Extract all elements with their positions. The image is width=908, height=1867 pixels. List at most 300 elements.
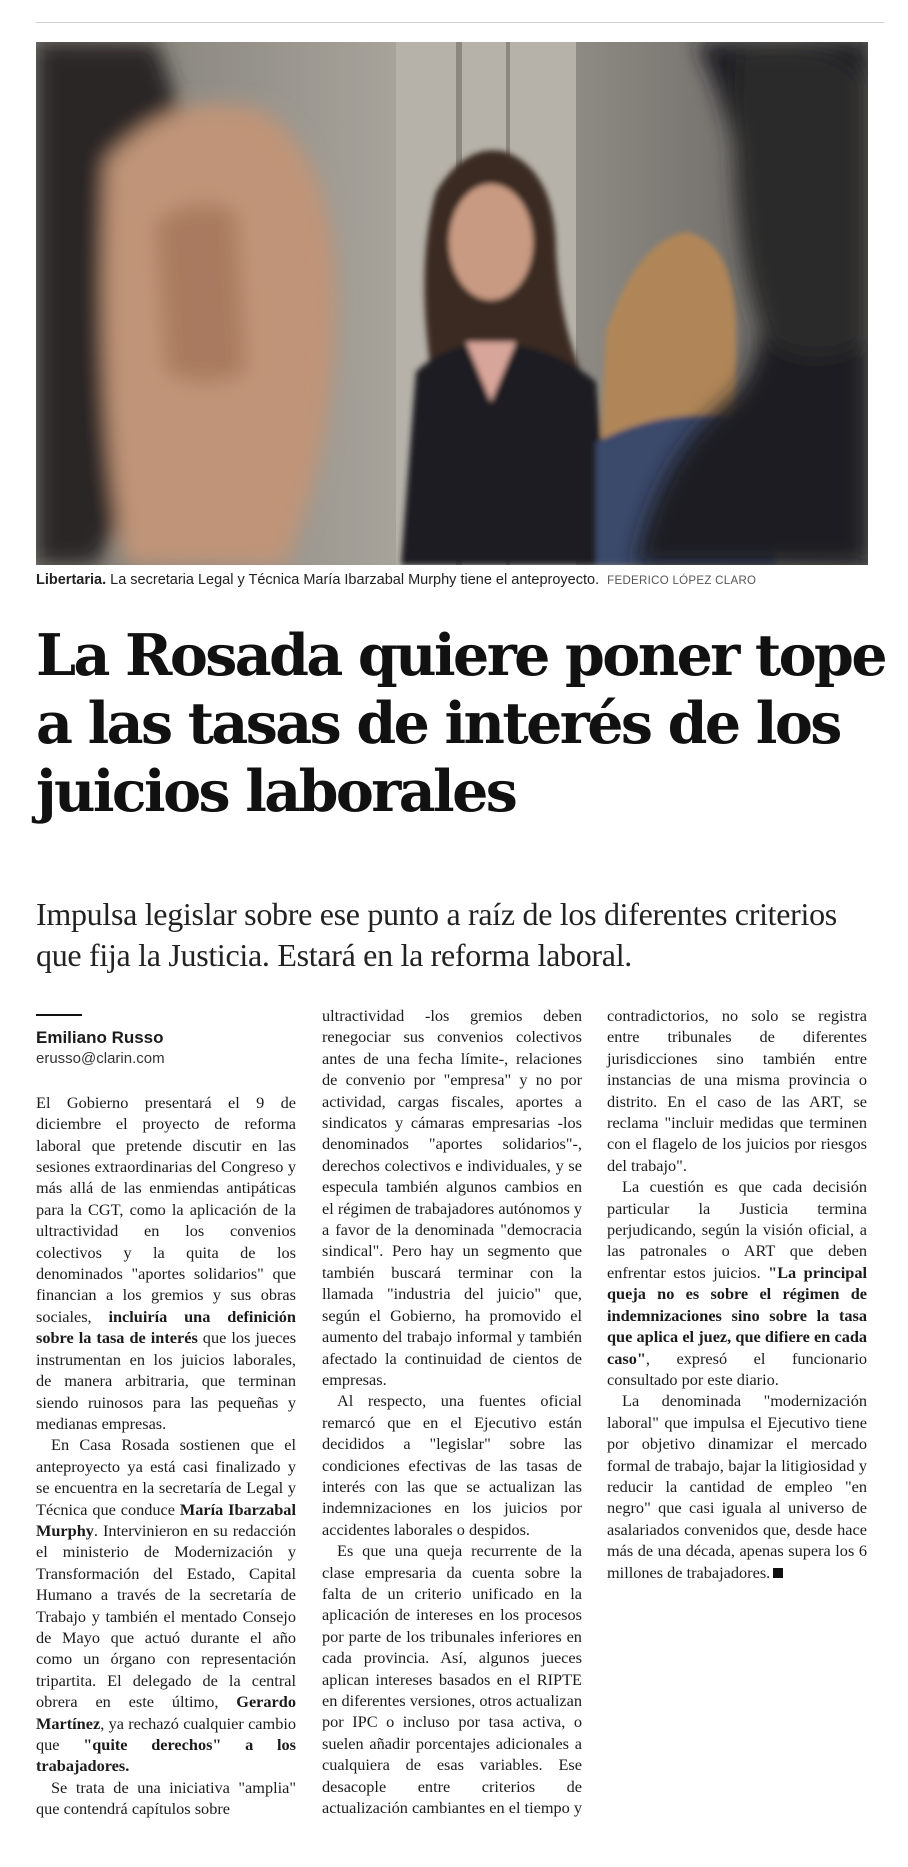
text-run: activa, xyxy=(522,1712,566,1732)
text-run: la xyxy=(284,1199,297,1219)
text-run: y xyxy=(516,1327,526,1347)
text-run xyxy=(438,1413,450,1432)
text-run xyxy=(156,1585,165,1604)
text-run: de xyxy=(363,1048,379,1068)
text-run xyxy=(51,1628,62,1647)
text-run xyxy=(272,1585,281,1604)
bold-run: sino xyxy=(731,1305,760,1325)
text-run xyxy=(464,1391,479,1410)
text-run: laborales xyxy=(393,1519,453,1539)
text-run: y xyxy=(573,1798,582,1818)
text-run xyxy=(161,1778,170,1797)
text-run: el xyxy=(570,1305,582,1325)
text-run: que xyxy=(36,1735,60,1754)
text-run: efectivas xyxy=(408,1455,467,1475)
text-run: Se xyxy=(51,1777,68,1797)
text-run: que xyxy=(272,1264,296,1284)
text-run: obras xyxy=(260,1285,296,1305)
text-run xyxy=(405,1070,413,1089)
bold-run: caso" xyxy=(607,1348,646,1368)
text-run: una xyxy=(394,1541,419,1561)
text-run: y xyxy=(212,1285,222,1305)
text-run: hay xyxy=(430,1241,454,1261)
text-run xyxy=(497,1177,505,1196)
text-run: límite-, xyxy=(460,1048,509,1068)
text-run xyxy=(813,1241,828,1260)
text-run xyxy=(375,1413,387,1432)
text-run: en xyxy=(489,1798,505,1818)
text-run: la xyxy=(70,1199,82,1219)
text-run xyxy=(165,1243,186,1262)
text-run xyxy=(438,1177,446,1196)
text-run: actualización xyxy=(322,1798,408,1818)
text-run: año xyxy=(272,1627,296,1647)
text-run: una xyxy=(657,1541,682,1561)
text-run: actualizan xyxy=(488,1476,555,1496)
text-run xyxy=(526,1391,541,1410)
text-run: entre xyxy=(417,1776,451,1796)
text-run: reclama xyxy=(607,1113,659,1133)
text-run: el xyxy=(518,1669,531,1689)
text-run xyxy=(449,1006,470,1025)
text-run xyxy=(738,1006,751,1025)
text-run: por xyxy=(458,1712,481,1732)
text-run: fecha xyxy=(417,1048,453,1068)
text-run: anteproyecto xyxy=(36,1456,121,1476)
bold-run: no xyxy=(657,1284,675,1304)
text-run: que xyxy=(658,1498,682,1518)
text-run xyxy=(394,1712,403,1731)
text-run xyxy=(387,1113,395,1132)
text-run: cientos xyxy=(512,1348,559,1368)
text-run: financian xyxy=(36,1285,97,1305)
text-run xyxy=(410,1049,418,1068)
text-run: los xyxy=(835,1541,855,1561)
text-run: flagelo xyxy=(651,1134,698,1154)
text-run: sindical". xyxy=(322,1241,384,1261)
text-run xyxy=(775,1027,803,1046)
text-run: La xyxy=(622,1391,640,1411)
bold-run: el xyxy=(759,1284,772,1304)
text-run xyxy=(142,1285,151,1304)
article-photo xyxy=(36,42,868,565)
text-run xyxy=(730,1241,744,1260)
text-run xyxy=(128,1093,144,1112)
text-run xyxy=(772,1477,784,1496)
text-run: en xyxy=(544,1583,560,1603)
text-run: jueces xyxy=(255,1328,297,1348)
text-run: trata xyxy=(75,1777,105,1797)
text-run: renegociar xyxy=(322,1027,391,1047)
text-run: deben xyxy=(543,1006,582,1025)
text-run: empresas. xyxy=(101,1413,167,1433)
bold-run: difiere xyxy=(764,1327,810,1347)
author-email[interactable]: erusso@clarin.com xyxy=(36,1050,165,1068)
text-run: medidas xyxy=(719,1113,774,1133)
text-run: el xyxy=(750,1412,763,1432)
text-run xyxy=(563,1092,575,1111)
text-run: convenios xyxy=(437,1027,504,1047)
text-run: convenios xyxy=(229,1221,296,1241)
text-run: ruinosos xyxy=(88,1392,144,1412)
text-run: Rosada xyxy=(121,1435,170,1455)
text-run: juicio" xyxy=(497,1284,541,1304)
text-run xyxy=(400,1456,409,1475)
text-run: y xyxy=(287,1157,296,1177)
text-run: con xyxy=(607,1134,631,1154)
text-run xyxy=(377,1584,388,1603)
text-run: tripartita. xyxy=(36,1670,97,1690)
text-run xyxy=(208,1393,218,1412)
headline: La Rosada quiere poner tope a las tasas de interés de los juicios laborales xyxy=(36,622,885,825)
text-run xyxy=(669,1199,698,1218)
text-run: ha xyxy=(464,1305,481,1325)
text-run xyxy=(241,1671,252,1690)
text-run xyxy=(60,1735,84,1754)
text-run: recurrente xyxy=(471,1541,538,1561)
text-run: tribunales xyxy=(667,1027,732,1047)
text-run: proyecto xyxy=(142,1114,200,1134)
text-run xyxy=(398,1477,407,1496)
text-run: otros xyxy=(479,1691,512,1710)
text-run: una xyxy=(386,1048,410,1068)
text-run: los xyxy=(276,1242,296,1262)
text-run: Modernización xyxy=(174,1542,273,1562)
text-run: casi xyxy=(689,1498,715,1518)
text-run: e xyxy=(455,1155,463,1175)
text-run: la xyxy=(385,1348,397,1368)
text-run: En xyxy=(667,1091,686,1111)
text-run xyxy=(92,1585,101,1604)
text-run xyxy=(386,1777,418,1796)
text-run: según xyxy=(322,1305,360,1325)
text-run: terminan xyxy=(238,1371,296,1391)
bold-run xyxy=(646,1284,657,1303)
text-run: laboral" xyxy=(607,1412,659,1432)
text-run: una xyxy=(137,1777,161,1797)
text-run xyxy=(707,1241,722,1260)
text-run: buscará xyxy=(391,1262,442,1282)
text-run: enfrentar xyxy=(607,1262,666,1282)
text-run xyxy=(788,1199,817,1218)
text-run: o xyxy=(721,1241,730,1261)
bold-run xyxy=(699,1284,710,1303)
text-run: las xyxy=(607,1241,626,1261)
text-run: relaciones xyxy=(515,1048,582,1068)
text-run: que xyxy=(91,1135,116,1155)
text-run: antes xyxy=(322,1048,356,1068)
text-run: casi xyxy=(182,1456,209,1476)
text-run xyxy=(225,1371,238,1390)
text-run: denominados xyxy=(322,1134,409,1154)
text-run: las xyxy=(563,1476,582,1496)
text-run xyxy=(639,1177,649,1196)
text-run xyxy=(775,1241,790,1260)
text-run: criterio xyxy=(414,1583,462,1603)
text-run xyxy=(199,1114,214,1133)
text-run xyxy=(426,1391,441,1410)
text-run: que xyxy=(201,1371,226,1391)
text-run xyxy=(100,1628,111,1647)
text-run: mercado xyxy=(810,1434,868,1454)
text-run: condiciones xyxy=(322,1455,400,1475)
text-run xyxy=(97,1285,106,1304)
text-run: en xyxy=(478,1605,495,1625)
text-run: con xyxy=(166,1649,191,1669)
text-run xyxy=(765,1349,792,1368)
bold-run xyxy=(221,1735,245,1754)
bold-run: juez, xyxy=(698,1327,732,1347)
text-run xyxy=(129,1778,138,1797)
text-run: IPC xyxy=(352,1712,378,1732)
text-run: entre xyxy=(834,1048,868,1068)
text-run: de xyxy=(405,1755,421,1775)
text-run xyxy=(815,1049,834,1068)
text-run: accidentes xyxy=(322,1519,390,1539)
text-run: el xyxy=(322,1198,334,1218)
text-run: los xyxy=(500,1605,520,1625)
paragraph-4 xyxy=(322,1390,582,1540)
text-run xyxy=(802,1177,812,1196)
text-run: pequeñas xyxy=(217,1392,279,1412)
text-run: denominada xyxy=(414,1220,495,1240)
text-run: rechazó xyxy=(128,1713,179,1733)
text-run xyxy=(480,1712,489,1731)
bold-run xyxy=(253,1735,277,1754)
text-run: porcentajes xyxy=(415,1733,490,1753)
text-run: jurisdicciones xyxy=(607,1048,698,1068)
text-run: y xyxy=(555,1155,564,1175)
text-run xyxy=(543,1755,559,1774)
text-run: de xyxy=(386,1626,402,1646)
text-run: de xyxy=(475,1455,491,1475)
text-run: aplicación xyxy=(322,1605,389,1625)
text-run: juicios xyxy=(504,1498,548,1518)
text-run: también xyxy=(385,1177,439,1197)
text-run: distrito. xyxy=(607,1091,658,1111)
text-run: , xyxy=(100,1713,105,1733)
text-run: o xyxy=(573,1712,583,1732)
text-run: millones xyxy=(607,1562,664,1582)
text-run: década, xyxy=(685,1541,735,1561)
text-run: terminen xyxy=(809,1113,868,1133)
text-run xyxy=(273,1542,288,1561)
text-run xyxy=(175,1457,182,1476)
text-run: respecto, xyxy=(367,1391,427,1411)
text-run xyxy=(629,1434,642,1453)
text-run: Gobierno xyxy=(66,1092,129,1112)
text-run: no xyxy=(721,1006,739,1025)
text-run: en xyxy=(122,1478,138,1498)
text-run xyxy=(850,1070,859,1089)
bold-run: Ibarzabal xyxy=(228,1499,296,1519)
text-run xyxy=(805,1006,818,1025)
text-run xyxy=(558,1456,567,1475)
text-run xyxy=(102,1243,123,1262)
text-run: más xyxy=(36,1178,63,1198)
text-run: de xyxy=(395,1198,411,1218)
text-run xyxy=(132,1243,153,1262)
text-run xyxy=(111,1692,129,1711)
text-run: una xyxy=(440,1391,465,1411)
text-run: secretaría xyxy=(158,1478,222,1498)
text-run xyxy=(51,1371,64,1390)
text-run: empresarias xyxy=(472,1113,550,1133)
text-run xyxy=(129,1542,144,1561)
text-run: segmento xyxy=(487,1241,550,1261)
text-run: que xyxy=(779,1113,804,1133)
text-run: ya xyxy=(127,1456,143,1476)
bold-run: la xyxy=(816,1305,830,1325)
text-run xyxy=(112,1371,125,1390)
text-run xyxy=(513,1263,530,1282)
text-run: consultado xyxy=(607,1369,678,1389)
bold-run: sobre xyxy=(36,1328,74,1348)
text-run xyxy=(143,1393,153,1412)
bold-run: principal xyxy=(803,1262,867,1282)
text-run: y xyxy=(287,1478,297,1498)
text-run: el xyxy=(284,1435,297,1455)
text-run xyxy=(190,1649,201,1668)
text-run: en xyxy=(496,1669,513,1689)
text-run: Estado, xyxy=(186,1563,236,1583)
text-run xyxy=(409,1134,429,1153)
text-run: , xyxy=(645,1348,650,1368)
text-run: representación xyxy=(201,1649,296,1669)
text-run: derechos xyxy=(322,1155,380,1175)
text-run: funcionario xyxy=(791,1348,867,1368)
text-run: terminar xyxy=(457,1262,514,1282)
text-run: sobre xyxy=(524,1562,561,1582)
text-run xyxy=(537,1541,546,1560)
text-run xyxy=(462,1563,472,1582)
text-run: CGT, xyxy=(88,1199,124,1219)
text-run: que xyxy=(789,1241,814,1261)
bold-run xyxy=(807,1306,817,1325)
bold-run: los xyxy=(276,1735,296,1754)
text-run xyxy=(462,1541,471,1560)
text-run: también xyxy=(322,1262,375,1282)
bold-run: el xyxy=(682,1327,695,1347)
text-run: Al xyxy=(337,1391,354,1411)
text-run xyxy=(451,1284,464,1303)
text-run: se xyxy=(568,1155,582,1175)
text-run xyxy=(461,1584,472,1603)
text-run xyxy=(456,1306,465,1325)
text-run: discutir xyxy=(192,1135,242,1155)
text-run: trabajo xyxy=(406,1327,453,1347)
text-run: falta xyxy=(322,1583,351,1603)
text-run xyxy=(505,1349,513,1368)
text-run: misma xyxy=(736,1070,780,1090)
text-run: de xyxy=(113,1777,129,1797)
column-1 xyxy=(36,1005,296,1820)
text-run: el xyxy=(635,1134,648,1154)
text-run: queja xyxy=(426,1541,463,1561)
text-run: cambios xyxy=(504,1177,559,1197)
text-run: de xyxy=(214,1114,230,1134)
text-run: Ejecutivo xyxy=(767,1412,830,1432)
text-run: están xyxy=(548,1412,582,1432)
text-run: Consejo xyxy=(242,1606,296,1626)
text-run: no xyxy=(535,1070,553,1090)
text-run xyxy=(625,1241,640,1260)
text-run: estos xyxy=(673,1262,706,1282)
text-run: de xyxy=(679,1070,696,1090)
text-run: de xyxy=(566,1776,582,1796)
text-run xyxy=(397,1349,405,1368)
text-run xyxy=(267,1136,278,1155)
text-run xyxy=(404,1584,415,1603)
bold-run: Martínez xyxy=(36,1713,101,1733)
text-run: Ejecutivo xyxy=(474,1412,537,1432)
text-run: pretende xyxy=(125,1135,182,1155)
text-run xyxy=(381,1306,390,1325)
text-run: el xyxy=(753,1348,766,1368)
text-run xyxy=(218,1692,236,1711)
text-run: tiene xyxy=(835,1412,867,1432)
text-run: promovido xyxy=(489,1305,561,1325)
text-run: desacople xyxy=(322,1776,387,1796)
text-run: el xyxy=(695,1091,708,1111)
text-run: del xyxy=(607,1155,627,1175)
text-run: a xyxy=(574,1091,582,1111)
text-run: de xyxy=(756,1091,772,1111)
text-run xyxy=(657,1092,667,1111)
text-run: la xyxy=(765,1455,777,1475)
text-run xyxy=(536,1413,548,1432)
text-run xyxy=(480,1477,489,1496)
text-run: que xyxy=(362,1541,386,1561)
text-run: ultractividad xyxy=(322,1006,405,1025)
text-run xyxy=(240,1435,250,1454)
text-run xyxy=(403,1113,411,1132)
text-run: solidarios"-, xyxy=(502,1134,582,1154)
bold-run: es xyxy=(685,1284,700,1304)
text-run: o xyxy=(858,1070,867,1090)
text-run: solidarios" xyxy=(193,1264,264,1284)
text-run: presentará xyxy=(144,1092,212,1112)
text-run: que xyxy=(250,1435,274,1455)
text-run: bajar xyxy=(728,1455,761,1475)
text-run xyxy=(185,1264,194,1283)
text-run: encuentra xyxy=(54,1478,118,1498)
text-run: -los xyxy=(557,1113,583,1133)
text-run: intereses xyxy=(416,1605,473,1625)
text-run: laboral xyxy=(36,1135,82,1155)
text-run: en xyxy=(129,1349,145,1369)
text-run: y xyxy=(91,1606,100,1626)
text-run: trabajadores. xyxy=(686,1562,771,1582)
bold-run: tasa xyxy=(96,1328,125,1348)
text-run: "aportes xyxy=(131,1264,186,1284)
text-run xyxy=(111,1435,121,1454)
text-run xyxy=(191,1671,202,1690)
text-run: del xyxy=(463,1284,484,1304)
text-run: los xyxy=(231,1328,251,1348)
text-run: de xyxy=(667,1562,683,1582)
text-run: "empresa" xyxy=(443,1070,512,1090)
bold-run: indemnizaciones xyxy=(607,1305,722,1325)
text-run: termina xyxy=(817,1198,867,1218)
text-run: para xyxy=(152,1392,181,1412)
text-run: de xyxy=(637,1541,654,1561)
text-run: en xyxy=(144,1221,160,1241)
bold-run: sobre xyxy=(710,1284,749,1304)
text-run: la xyxy=(396,1220,409,1240)
text-run: registra xyxy=(818,1006,867,1025)
text-run: de xyxy=(240,1242,256,1262)
